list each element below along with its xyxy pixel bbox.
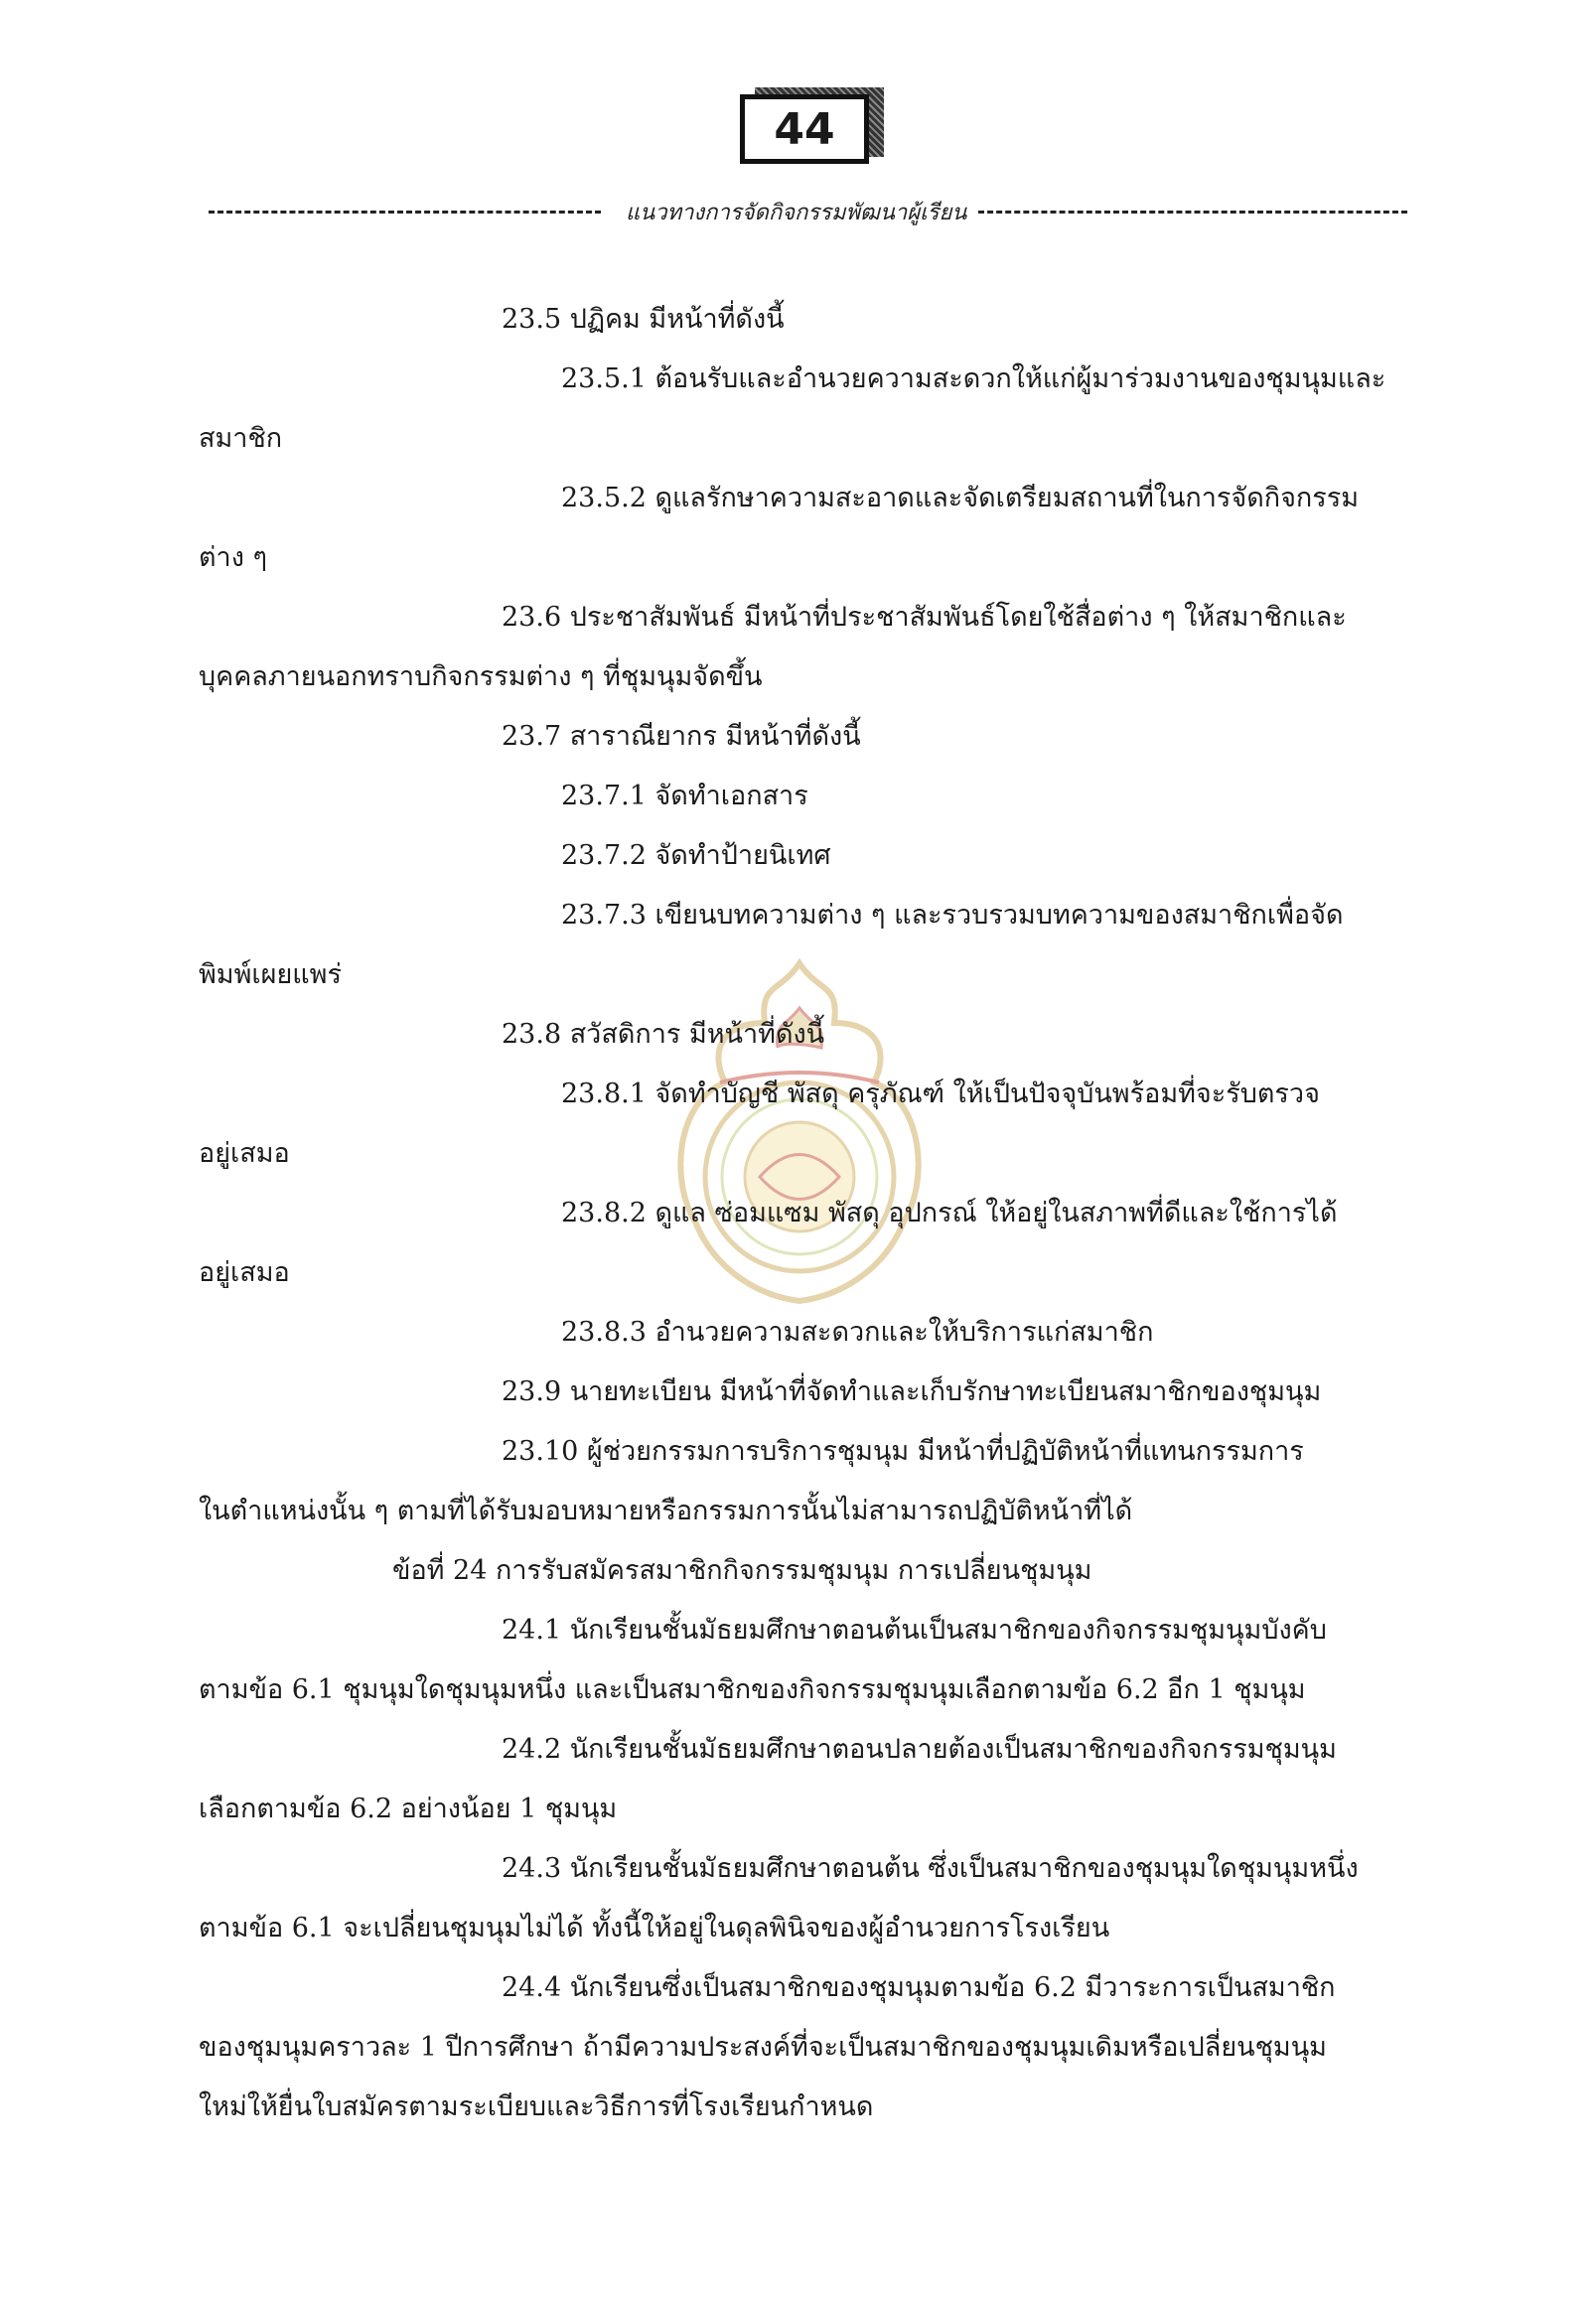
text-line: 23.6 ประชาสัมพันธ์ มีหน้าที่ประชาสัมพันธ์โดยใช้สื่อต่าง ๆ ให้สมาชิกและ — [502, 602, 1347, 633]
text-line: ต่าง ๆ — [199, 542, 267, 573]
text-line: 23.5.1 ต้อนรับและอำนวยความสะดวกให้แก่ผู้มาร่วมงานของชุมนุมและ — [561, 363, 1386, 394]
text-line: 23.7.1 จัดทำเอกสาร — [561, 781, 808, 811]
text-line: ใหม่ให้ยื่นใบสมัครตามระเบียบและวิธีการที่โรงเรียนกำหนด — [199, 2091, 874, 2122]
text-line: 23.7.3 เขียนบทความต่าง ๆ และรวบรวมบทความของสมาชิกเพื่อจัด — [561, 900, 1344, 931]
text-line: 24.2 นักเรียนชั้นมัธยมศึกษาตอนปลายต้องเป็นสมาชิกของกิจกรรมชุมนุม — [502, 1734, 1337, 1765]
text-line: 23.10 ผู้ช่วยกรรมการบริการชุมนุม มีหน้าที่ปฏิบัติหน้าที่แทนกรรมการ — [502, 1436, 1304, 1467]
section-heading: ข้อที่ 24 การรับสมัครสมาชิกกิจกรรมชุมนุม การเปลี่ยนชุมนุม — [392, 1555, 1092, 1586]
text-line: 23.8 สวัสดิการ มีหน้าที่ดังนี้ — [502, 1019, 825, 1050]
text-line: 23.8.2 ดูแล ซ่อมแซม พัสดุ อุปกรณ์ ให้อยู่ในสภาพที่ดีและใช้การได้ — [561, 1198, 1338, 1228]
text-line: ตามข้อ 6.1 จะเปลี่ยนชุมนุมไม่ได้ ทั้งนี้ให้อยู่ในดุลพินิจของผู้อำนวยการโรงเรียน — [199, 1913, 1110, 1943]
watermark-seal-icon — [651, 953, 948, 1311]
text-line: พิมพ์เผยแพร่ — [199, 959, 342, 990]
text-line: 23.8.3 อำนวยความสะดวกและให้บริการแก่สมาชิก — [561, 1317, 1154, 1348]
text-line: อยู่เสมอ — [199, 1138, 290, 1169]
header-rule-left — [209, 211, 601, 214]
text-line: 23.7.2 จัดทำป้ายนิเทศ — [561, 840, 831, 871]
text-line: 23.8.1 จัดทำบัญชี พัสดุ ครุภัณฑ์ ให้เป็นปัจจุบันพร้อมที่จะรับตรวจ — [561, 1079, 1320, 1109]
header-title: แนวทางการจัดกิจกรรมพัฒนาผู้เรียน — [626, 201, 967, 225]
text-line: เลือกตามข้อ 6.2 อย่างน้อย 1 ชุมนุม — [199, 1794, 618, 1824]
text-line: บุคคลภายนอกทราบกิจกรรมต่าง ๆ ที่ชุมนุมจัดขึ้น — [199, 661, 763, 692]
text-line: 23.5.2 ดูแลรักษาความสะอาดและจัดเตรียมสถานที่ในการจัดกิจกรรม — [561, 483, 1360, 513]
text-line: 23.7 สาราณียากร มีหน้าที่ดังนี้ — [502, 721, 861, 752]
text-line: 24.1 นักเรียนชั้นมัธยมศึกษาตอนต้นเป็นสมาชิกของกิจกรรมชุมนุมบังคับ — [502, 1615, 1327, 1646]
text-line: ของชุมนุมคราวละ 1 ปีการศึกษา ถ้ามีความประสงค์ที่จะเป็นสมาชิกของชุมนุมเดิมหรือเปลี่ยนชุมนุม — [199, 2032, 1327, 2063]
header-rule-right — [978, 211, 1407, 214]
text-line: ตามข้อ 6.1 ชุมนุมใดชุมนุมหนึ่ง และเป็นสมาชิกของกิจกรรมชุมนุมเลือกตามข้อ 6.2 อีก 1 ชุมนุม — [199, 1674, 1306, 1705]
text-line: สมาชิก — [199, 423, 283, 454]
text-line: อยู่เสมอ — [199, 1257, 290, 1288]
text-line: 23.5 ปฏิคม มีหน้าที่ดังนี้ — [502, 304, 785, 335]
text-line: 24.3 นักเรียนชั้นมัธยมศึกษาตอนต้น ซึ่งเป็นสมาชิกของชุมนุมใดชุมนุมหนึ่ง — [502, 1853, 1359, 1884]
text-line: ในตำแหน่งนั้น ๆ ตามที่ได้รับมอบหมายหรือกรรมการนั้นไม่สามารถปฏิบัติหน้าที่ได้ — [199, 1496, 1133, 1526]
page-number: 44 — [740, 94, 869, 164]
text-line: 24.4 นักเรียนซึ่งเป็นสมาชิกของชุมนุมตามข้อ 6.2 มีวาระการเป็นสมาชิก — [502, 1972, 1336, 2003]
text-line: 23.9 นายทะเบียน มีหน้าที่จัดทำและเก็บรักษาทะเบียนสมาชิกของชุมนุม — [502, 1376, 1322, 1407]
